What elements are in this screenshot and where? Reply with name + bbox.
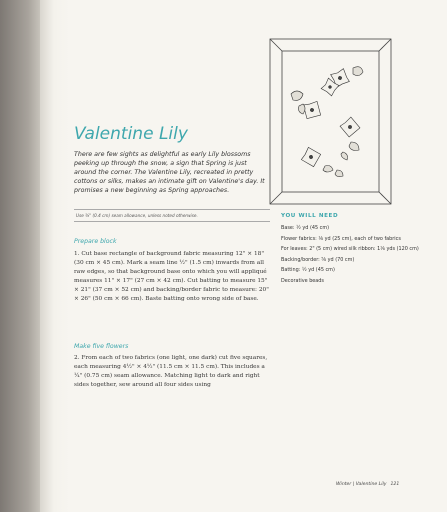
divider-bottom [74, 221, 270, 222]
you-will-need-heading: YOU WILL NEED [281, 213, 339, 219]
materials-item: Backing/border: ⅝ yd (70 cm) [281, 256, 355, 263]
ribbon-leaf [299, 104, 306, 114]
ribbon-leaf [353, 67, 363, 76]
materials-item: Flower fabrics: ⅛ yd (25 cm), each of two fabrics [281, 235, 401, 242]
materials-item: For leaves: 2" (5 cm) wired silk ribbon: 1⅛ yds (120 cm) [281, 246, 419, 253]
ribbon-leaf [323, 166, 333, 173]
page-footer [332, 482, 399, 487]
section-heading-prepare-block: Prepare block [74, 238, 117, 245]
divider-top [74, 209, 270, 210]
materials-item: Base: ½ yd (45 cm) [281, 225, 330, 231]
lily-flower [299, 145, 323, 169]
quilt-diagram [267, 36, 395, 208]
seam-allowance-note: Use ⅜" (0.4 cm) seam allowance, unless noted otherwise. [76, 213, 198, 218]
section-heading-make-flowers: Make five flowers [74, 343, 129, 350]
materials-item: Decorative beads [281, 277, 324, 284]
book-spine-shadow [0, 0, 40, 512]
ribbon-leaf [341, 152, 348, 160]
step-1-text: 1. Cut base rectangle of background fabric measuring 12" × 18" (30 cm × 45 cm). Mark a seam line ½" (1.5 cm) inwards from all raw edges, so that background base onto which you will appliqué measures 11" × 17" (27 cm × 42 cm). Cut batting to measure 15" × 21" (37 cm × 52 cm) and backing/border fabric to measure: 20" × 26" (50 cm × 66 cm). Baste batting onto wrong side of base. [74, 251, 269, 302]
footer-section-title: Winter | Valentine Lily [336, 482, 387, 487]
materials-item: Batting: ½ yd (45 cm) [281, 267, 335, 274]
ribbon-leaf [349, 142, 359, 151]
intro-text: There are few sights as delightful as early Lily blossoms peeking up through the snow, a sign that Spring is just around the corner. The Valentine Lily, recreated in pretty cottons or silks, makes an intimate gift on Valentine's day. It promises a new beginning as Spring approaches. [74, 151, 265, 194]
page-title: Valentine Lily [74, 124, 188, 144]
ribbon-leaf [335, 170, 343, 177]
page-number: 121 [390, 482, 400, 487]
materials-list [281, 225, 441, 289]
step-2-text: 2. From each of two fabrics (one light, one dark) cut five squares, each measuring 4½" × 4½" (11.5 cm × 11.5 cm). This includes a ¼" (0.75 cm) seam allowance. Matching light to dark and right sides together, sew around all four sides using [74, 355, 268, 388]
ribbon-leaf [291, 91, 303, 100]
quilt-outer-border [270, 39, 391, 204]
intro-paragraph [74, 150, 270, 195]
lily-flower [339, 116, 361, 138]
